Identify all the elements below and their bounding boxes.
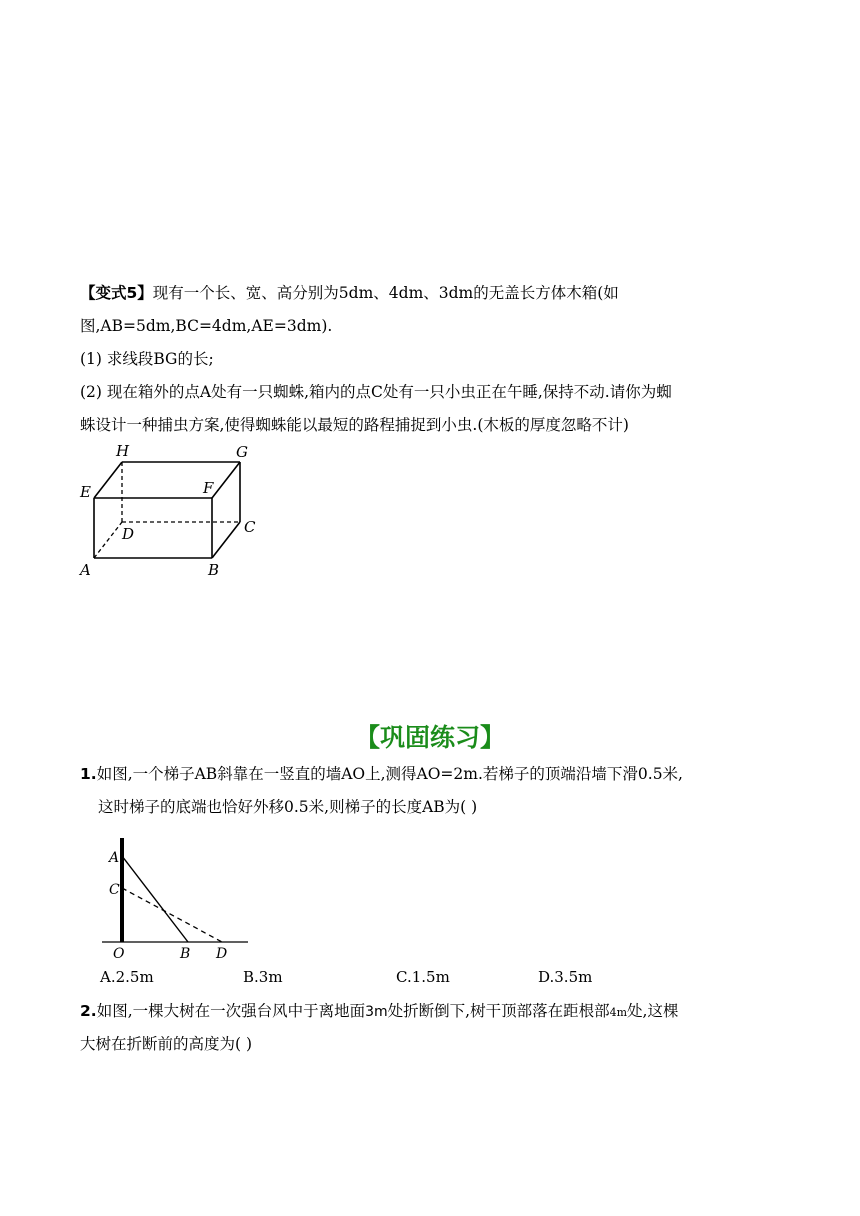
variant5-line1	[80, 284, 619, 303]
problem1-line1	[80, 765, 683, 784]
problem2-number: 2.	[80, 1002, 97, 1020]
problem2-text-c: 处,这棵	[627, 1002, 679, 1020]
choice-d[interactable]: D.3.5m	[538, 968, 593, 986]
variant5-text1: 现有一个长、宽、高分别为5dm、4dm、3dm的无盖长方体木箱(如	[152, 284, 619, 302]
problem1-number: 1.	[80, 765, 97, 783]
variant5-question1: (1) 求线段BG的长;	[80, 350, 214, 368]
ladder-figure	[98, 832, 258, 962]
variant5-question2-line2: 蛛设计一种捕虫方案,使得蜘蛛能以最短的路程捕捉到小虫.(木板的厚度忽略不计)	[80, 416, 629, 434]
ladder-label-O: O	[113, 946, 125, 962]
label-A: A	[80, 561, 91, 579]
problem2-text-a: 如图,一棵大树在一次强台风中于离地面	[96, 1002, 366, 1020]
ladder-label-A: A	[109, 850, 120, 866]
problem1-line2: 这时梯子的底端也恰好外移0.5米,则梯子的长度AB为( )	[98, 798, 478, 816]
variant5-question2-line1: (2) 现在箱外的点A处有一只蜘蛛,箱内的点C处有一只小虫正在午睡,保持不动.请你为蜘	[80, 383, 672, 401]
label-H: H	[116, 442, 130, 460]
problem2-line1	[80, 1002, 678, 1021]
label-E: E	[80, 483, 91, 501]
label-D: D	[122, 525, 135, 543]
problem2-text-b: 处折断倒下,树干顶部落在距根部	[387, 1002, 610, 1020]
label-G: G	[236, 443, 248, 461]
section-heading: 【巩固练习】	[354, 723, 505, 752]
ladder-label-C: C	[109, 882, 120, 898]
problem2-val-a: 3m	[365, 1004, 388, 1020]
choice-c[interactable]: C.1.5m	[396, 968, 450, 986]
label-B: B	[208, 561, 220, 579]
ladder-label-B: B	[180, 946, 191, 962]
variant5-tag: 【变式5】	[80, 284, 153, 302]
box-figure	[78, 442, 278, 582]
problem2-line2: 大树在折断前的高度为( )	[80, 1035, 253, 1053]
choice-a[interactable]: A.2.5m	[100, 968, 154, 986]
problem1-text1: 如图,一个梯子AB斜靠在一竖直的墙AO上,测得AO=2m.若梯子的顶端沿墙下滑0.5米,	[96, 765, 683, 783]
variant5-line2: 图,AB=5dm,BC=4dm,AE=3dm).	[80, 317, 333, 335]
label-C: C	[244, 518, 256, 536]
ladder-label-D: D	[216, 946, 228, 962]
label-F: F	[203, 479, 214, 497]
choice-b[interactable]: B.3m	[243, 968, 283, 986]
problem2-val-b: 4m	[609, 1006, 628, 1019]
